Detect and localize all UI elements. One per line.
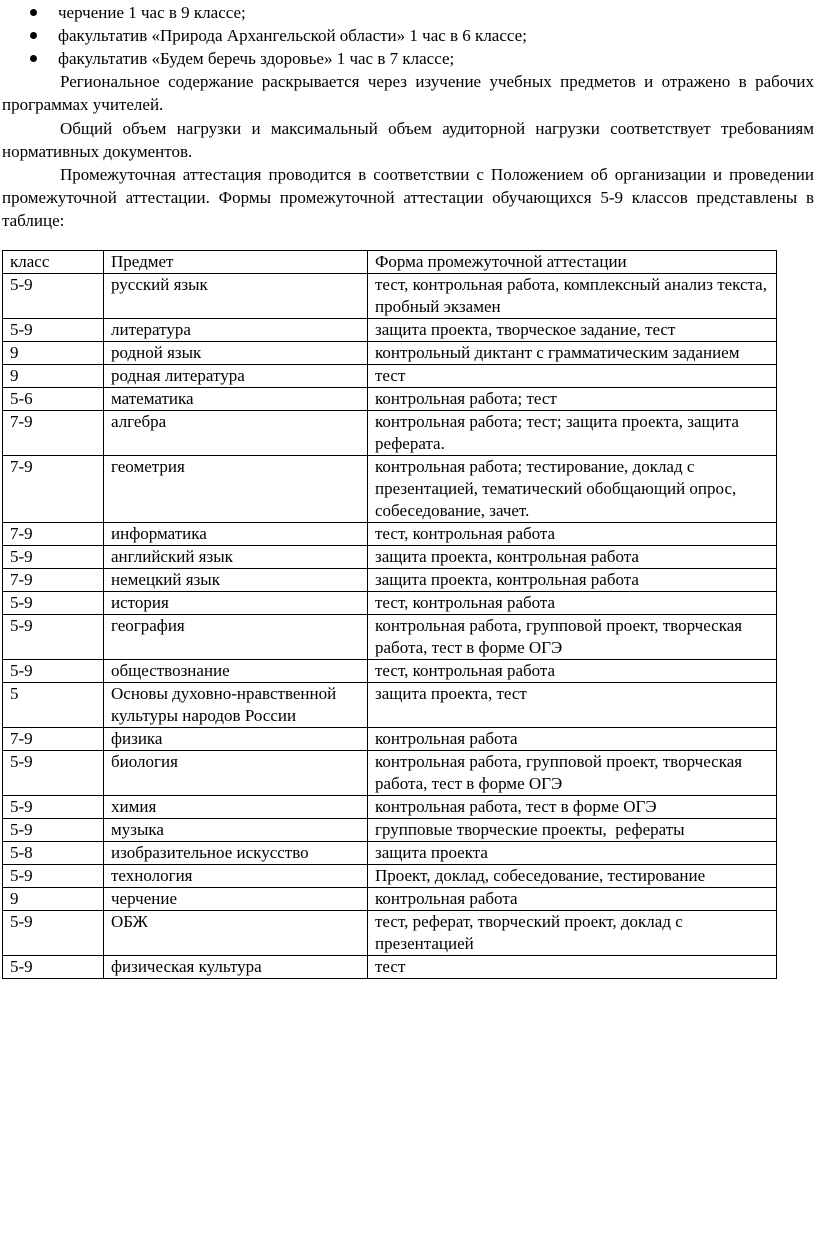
cell-form: защита проекта, контрольная работа xyxy=(368,569,777,592)
cell-form: защита проекта, контрольная работа xyxy=(368,546,777,569)
table-row xyxy=(3,683,777,728)
cell-class: 7-9 xyxy=(3,456,104,523)
cell-subject: черчение xyxy=(104,888,368,911)
table-row xyxy=(3,456,777,523)
cell-class: 5-9 xyxy=(3,660,104,683)
cell-subject: обществознание xyxy=(104,660,368,683)
bullet-item xyxy=(0,47,816,70)
cell-class: 5-6 xyxy=(3,388,104,411)
bullet-text: черчение 1 час в 9 классе; xyxy=(58,3,246,22)
cell-subject: биология xyxy=(104,751,368,796)
table-row xyxy=(3,319,777,342)
cell-form: защита проекта, творческое задание, тест xyxy=(368,319,777,342)
cell-subject: физическая культура xyxy=(104,956,368,979)
table-row xyxy=(3,388,777,411)
table-row xyxy=(3,819,777,842)
cell-class: 5-9 xyxy=(3,796,104,819)
cell-subject: родной язык xyxy=(104,342,368,365)
table-row xyxy=(3,956,777,979)
table-row xyxy=(3,796,777,819)
cell-class: 7-9 xyxy=(3,523,104,546)
cell-form: тест, контрольная работа xyxy=(368,592,777,615)
cell-class: 9 xyxy=(3,365,104,388)
cell-form: тест, контрольная работа xyxy=(368,523,777,546)
bullet-text: факультатив «Будем беречь здоровье» 1 час в 7 классе; xyxy=(58,49,455,68)
table-row xyxy=(3,660,777,683)
cell-class: 5-9 xyxy=(3,751,104,796)
table-row xyxy=(3,523,777,546)
bullet-list xyxy=(0,1,816,70)
cell-form: контрольная работа; тест xyxy=(368,388,777,411)
cell-subject: история xyxy=(104,592,368,615)
table-row xyxy=(3,751,777,796)
cell-subject: родная литература xyxy=(104,365,368,388)
table-row xyxy=(3,411,777,456)
cell-subject: музыка xyxy=(104,819,368,842)
cell-form: контрольная работа xyxy=(368,888,777,911)
cell-form: Проект, доклад, собеседование, тестирование xyxy=(368,865,777,888)
cell-subject: алгебра xyxy=(104,411,368,456)
cell-subject: немецкий язык xyxy=(104,569,368,592)
paragraph-attestation: Промежуточная аттестация проводится в соответствии с Положением об организации и проведении промежуточной аттестации. Формы промежуточной аттестации обучающихся 5-9 классов представлены в таблице: xyxy=(2,165,814,230)
cell-subject: литература xyxy=(104,319,368,342)
table-row xyxy=(3,888,777,911)
cell-subject: химия xyxy=(104,796,368,819)
cell-class: 5-8 xyxy=(3,842,104,865)
table-row xyxy=(3,365,777,388)
cell-class: 7-9 xyxy=(3,411,104,456)
table-row xyxy=(3,911,777,956)
table-row xyxy=(3,546,777,569)
cell-form: контрольный диктант с грамматическим заданием xyxy=(368,342,777,365)
cell-subject: изобразительное искусство xyxy=(104,842,368,865)
bullet-dot-icon xyxy=(30,55,37,62)
cell-subject: физика xyxy=(104,728,368,751)
cell-form: тест, контрольная работа xyxy=(368,660,777,683)
cell-class: 5-9 xyxy=(3,274,104,319)
cell-class: 5-9 xyxy=(3,546,104,569)
cell-form: тест xyxy=(368,365,777,388)
bullet-text: факультатив «Природа Архангельской области» 1 час в 6 классе; xyxy=(58,26,527,45)
table-row xyxy=(3,615,777,660)
table-row xyxy=(3,842,777,865)
cell-class: 7-9 xyxy=(3,569,104,592)
bullet-item xyxy=(0,24,816,47)
cell-subject: ОБЖ xyxy=(104,911,368,956)
paragraph-regional-content: Региональное содержание раскрывается через изучение учебных предметов и отражено в рабочих программах учителей. xyxy=(2,72,814,114)
cell-subject: геометрия xyxy=(104,456,368,523)
paragraph-workload: Общий объем нагрузки и максимальный объем аудиторной нагрузки соответствует требованиям нормативных документов. xyxy=(2,119,814,161)
cell-class: 5-9 xyxy=(3,615,104,660)
cell-class: 5-9 xyxy=(3,865,104,888)
cell-subject: информатика xyxy=(104,523,368,546)
cell-class: 5-9 xyxy=(3,956,104,979)
cell-class: 5-9 xyxy=(3,592,104,615)
table-row xyxy=(3,592,777,615)
table-row xyxy=(3,569,777,592)
cell-subject: английский язык xyxy=(104,546,368,569)
bullet-dot-icon xyxy=(30,32,37,39)
cell-subject: русский язык xyxy=(104,274,368,319)
cell-form: групповые творческие проекты, рефераты xyxy=(368,819,777,842)
cell-form: защита проекта xyxy=(368,842,777,865)
table-row xyxy=(3,865,777,888)
cell-subject: география xyxy=(104,615,368,660)
cell-form: тест, контрольная работа, комплексный анализ текста, пробный экзамен xyxy=(368,274,777,319)
header-form: Форма промежуточной аттестации xyxy=(368,251,777,274)
cell-form: контрольная работа; тест; защита проекта, защита реферата. xyxy=(368,411,777,456)
table-row xyxy=(3,728,777,751)
cell-subject: математика xyxy=(104,388,368,411)
cell-subject: технология xyxy=(104,865,368,888)
cell-form: контрольная работа; тестирование, доклад с презентацией, тематический обобщающий опрос, собеседование, зачет. xyxy=(368,456,777,523)
cell-class: 9 xyxy=(3,342,104,365)
cell-class: 9 xyxy=(3,888,104,911)
bullet-item xyxy=(0,1,816,24)
cell-form: контрольная работа, групповой проект, творческая работа, тест в форме ОГЭ xyxy=(368,751,777,796)
header-class: класс xyxy=(3,251,104,274)
attestation-table xyxy=(2,250,777,979)
table-row xyxy=(3,274,777,319)
cell-subject: Основы духовно-нравственной культуры народов России xyxy=(104,683,368,728)
cell-form: защита проекта, тест xyxy=(368,683,777,728)
bullet-dot-icon xyxy=(30,9,37,16)
cell-form: тест, реферат, творческий проект, доклад с презентацией xyxy=(368,911,777,956)
cell-class: 5-9 xyxy=(3,819,104,842)
cell-form: контрольная работа, групповой проект, творческая работа, тест в форме ОГЭ xyxy=(368,615,777,660)
cell-class: 5-9 xyxy=(3,319,104,342)
table-header-row xyxy=(3,251,777,274)
header-subject: Предмет xyxy=(104,251,368,274)
cell-form: контрольная работа xyxy=(368,728,777,751)
cell-class: 5-9 xyxy=(3,911,104,956)
table-row xyxy=(3,342,777,365)
cell-form: тест xyxy=(368,956,777,979)
cell-class: 7-9 xyxy=(3,728,104,751)
cell-form: контрольная работа, тест в форме ОГЭ xyxy=(368,796,777,819)
cell-class: 5 xyxy=(3,683,104,728)
